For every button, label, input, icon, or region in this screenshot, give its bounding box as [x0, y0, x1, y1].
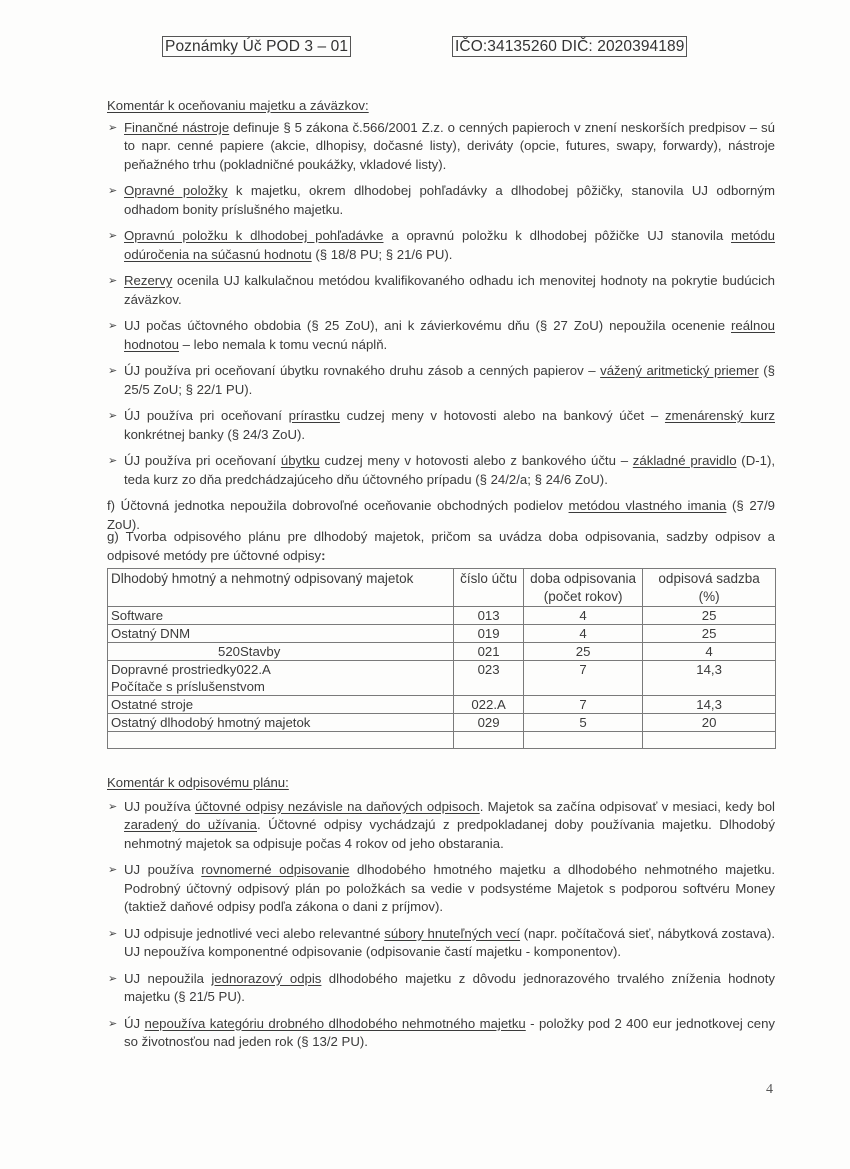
text-run: definuje § 5 zákona č.566/2001 Z.z. o cenných papieroch v znení neskorších predpisov – sú to napr. cenné papiere (akcie, dlhopisy, dočasné listy), deriváty (opcie, futures, swapy, forwardy), nástroje peňažného trhu (pokladničné poukážky, vkladové listy).: [124, 119, 775, 172]
cell-years: [524, 732, 643, 749]
cell-asset: Ostatný dlhodobý hmotný majetok: [108, 714, 454, 732]
bullet-item: [107, 119, 775, 175]
header-account: číslo účtu: [454, 569, 524, 607]
cell-years: 25: [524, 643, 643, 661]
depreciation-bullets: [107, 798, 775, 1052]
bullet-item: [107, 452, 775, 489]
valuation-section-title: Komentár k oceňovaniu majetku a záväzkov:: [107, 98, 369, 113]
bullet-item: [107, 317, 775, 354]
bullet-item: [107, 272, 775, 309]
cell-asset: Ostatný DNM: [108, 625, 454, 643]
depreciation-table: [107, 568, 776, 749]
underlined-term: Opravnú položku k dlhodobej pohľadávke: [124, 228, 384, 243]
cell-rate: 25: [643, 607, 776, 625]
table-row: [108, 625, 776, 643]
table-row: [108, 732, 776, 749]
valuation-section: [107, 97, 775, 534]
text-run: (napr. počítačová sieť, nábytková zostava). UJ nepoužíva komponentné odpisovanie (odpisovanie častí majetku - komponentov).: [124, 925, 775, 959]
underlined-term: metódu odúročenia na súčasnú hodnotu: [124, 228, 776, 262]
cell-years: 4: [524, 625, 643, 643]
bullet-item: [107, 861, 775, 917]
text-run: - položky pod 2 400 eur jednotkovej ceny so životnosťou nad jeden rok (§ 13/2 PU).: [124, 1015, 775, 1049]
arrowhead-right-icon: ➢: [108, 410, 118, 422]
text-run: – lebo nemala k tomu vecnú náplň.: [179, 336, 388, 352]
cell-asset: Ostatné stroje: [108, 696, 454, 714]
text-run: a opravnú položku k dlhodobej pôžičke UJ stanovila: [383, 228, 732, 243]
underlined-term: prírastku: [288, 408, 340, 423]
text-run: cudzej meny v hotovosti alebo na bankový účet –: [339, 408, 665, 423]
text-run: konkrétnej banky (§ 24/3 ZoU).: [124, 426, 306, 442]
arrowhead-right-icon: ➢: [108, 455, 118, 467]
underlined-term: úbytku: [280, 453, 320, 468]
underlined-term: účtovné odpisy nezávisle na daňových odpisoch: [194, 798, 480, 814]
text-run: (§ 25/5 ZoU; § 22/1 PU).: [124, 363, 775, 397]
cell-account: [454, 732, 524, 749]
text-run: UJ počas účtovného obdobia (§ 25 ZoU), ani k závierkovému dňu (§ 27 ZoU) nepoužila ocenenie: [124, 318, 731, 333]
cell-years: 7: [524, 661, 643, 696]
cell-rate: [643, 732, 776, 749]
arrowhead-right-icon: ➢: [108, 185, 118, 197]
cell-account: 023: [454, 661, 524, 696]
table-row: [108, 714, 776, 732]
cell-asset: Dopravné prostriedky022.A Počítače s príslušenstvom: [108, 661, 454, 696]
text-run: (§ 18/8 PU; § 21/6 PU).: [311, 246, 453, 262]
item-g-text: g) Tvorba odpisového plánu pre dlhodobý majetok, pričom sa uvádza doba odpisovania, sadzby odpisov a odpisové metódy pre účtovné odpisy: [107, 529, 775, 563]
table-row: [108, 661, 776, 696]
underlined-term: Finančné nástroje: [124, 119, 230, 135]
valuation-bullets: [107, 119, 775, 490]
cell-rate: 4: [643, 643, 776, 661]
cell-years: 7: [524, 696, 643, 714]
table-header-row: [108, 569, 776, 607]
underlined-term: nepoužíva kategóriu drobného dlhodobého nehmotného majetku: [144, 1015, 526, 1031]
text-run: . Majetok sa začína odpisovať v mesiaci, kedy bol: [479, 798, 775, 814]
text-run: dlhodobého hmotného majetku a dlhodobého nehmotného majetku. Podrobný účtovný odpisový plán po položkách sa vedie v podsystéme Majetok s podporou softvéru Money (taktiež daňové odpisy podľa zákona o dani z príjmov).: [124, 862, 775, 914]
underlined-term: zaradený do užívania: [124, 817, 257, 832]
bullet-item: [107, 227, 775, 264]
text-run: . Účtovné odpisy vychádzajú z predpokladanej doby používania majetku. Dlhodobý nehmotný majetok sa odpisuje počas 4 rokov od jeho obstarania.: [124, 817, 775, 851]
bullet-item: [107, 925, 775, 962]
text-run: cudzej meny v hotovosti alebo z bankového účtu –: [319, 453, 633, 468]
header-rate: odpisová sadzba (%): [643, 569, 776, 607]
underlined-term: Rezervy: [124, 273, 173, 288]
item-g-colon: :: [321, 547, 326, 563]
text-run: ÚJ používa pri oceňovaní úbytku rovnakého druhu zásob a cenných papierov –: [124, 363, 601, 378]
underlined-term: vážený aritmetický priemer: [600, 363, 759, 378]
text-run: UJ používa: [124, 798, 195, 814]
text-run: UJ používa: [124, 862, 202, 877]
table-row: [108, 696, 776, 714]
underlined-term: základné pravidlo: [632, 453, 737, 468]
depreciation-comments-title: Komentár k odpisovému plánu:: [107, 775, 289, 790]
cell-asset: [108, 732, 454, 749]
underlined-term: rovnomerné odpisovanie: [201, 862, 350, 877]
bullet-item: [107, 362, 775, 399]
arrowhead-right-icon: ➢: [108, 320, 118, 332]
arrowhead-right-icon: ➢: [108, 927, 118, 940]
depreciation-table-body: [108, 607, 776, 749]
text-run: k majetku, okrem dlhodobej pohľadávky a dlhodobej pôžičky, stanovila UJ odborným odhadom bonity príslušného majetku.: [124, 183, 775, 217]
cell-account: 022.A: [454, 696, 524, 714]
cell-years: 4: [524, 607, 643, 625]
text-run: UJ odpisuje jednotlivé veci alebo relevantné: [124, 925, 385, 941]
arrowhead-right-icon: ➢: [108, 864, 118, 876]
bullet-item: [107, 407, 775, 444]
company-id-box: IČO:34135260 DIČ: 2020394189: [452, 36, 687, 57]
table-row: [108, 607, 776, 625]
bullet-item: [107, 970, 775, 1007]
bullet-item: [107, 798, 775, 854]
arrowhead-right-icon: ➢: [108, 1017, 118, 1030]
underlined-term: zmenárenský kurz: [664, 408, 775, 423]
cell-rate: 25: [643, 625, 776, 643]
text-run: ÚJ používa pri oceňovaní: [124, 453, 281, 468]
underlined-term: reálnou hodnotou: [124, 318, 775, 352]
text-run: (D-1), teda kurz zo dňa predchádzajúceho dňu účtovného prípadu (§ 24/2/a; § 24/6 ZoU).: [124, 453, 776, 487]
document-code-box: Poznámky Úč POD 3 – 01: [162, 36, 351, 57]
cell-rate: 20: [643, 714, 776, 732]
arrowhead-right-icon: ➢: [108, 121, 118, 134]
header-years: doba odpisovania (počet rokov): [524, 569, 643, 607]
text-run: ÚJ používa pri oceňovaní: [124, 408, 289, 423]
underlined-term: súbory hnuteľných vecí: [384, 925, 521, 941]
cell-account: 029: [454, 714, 524, 732]
cell-account: 013: [454, 607, 524, 625]
underlined-term: metódou vlastného imania: [568, 498, 727, 513]
text-run: f) Účtovná jednotka nepoužila dobrovoľné oceňovanie obchodných podielov: [107, 498, 569, 513]
text-run: UJ nepoužila: [124, 970, 212, 986]
cell-asset: 520Stavby: [108, 643, 454, 661]
cell-years: 5: [524, 714, 643, 732]
text-run: (§ 27/9 ZoU).: [107, 498, 776, 532]
arrowhead-right-icon: ➢: [108, 800, 118, 813]
underlined-term: Opravné položky: [124, 183, 228, 198]
text-run: ocenila UJ kalkulačnou metódou kvalifikovaného odhadu ich menovitej hodnoty na pokrytie budúcich záväzkov.: [124, 273, 775, 307]
cell-rate: 14,3: [643, 661, 776, 696]
bullet-item: [107, 1015, 775, 1052]
page-number: 4: [766, 1082, 773, 1097]
underlined-term: jednorazový odpis: [211, 970, 322, 986]
cell-rate: 14,3: [643, 696, 776, 714]
depreciation-plan-section: [107, 528, 775, 749]
depreciation-comments-section: [107, 774, 775, 1060]
cell-asset: Software: [108, 607, 454, 625]
cell-account: 019: [454, 625, 524, 643]
table-row: [108, 643, 776, 661]
arrowhead-right-icon: ➢: [108, 230, 118, 242]
text-run: ÚJ: [124, 1015, 145, 1031]
item-g: [107, 528, 775, 565]
text-run: dlhodobého majetku z dôvodu jednorazového trvalého zníženia hodnoty majetku (§ 21/5 PU).: [124, 970, 776, 1004]
arrowhead-right-icon: ➢: [108, 972, 118, 985]
arrowhead-right-icon: ➢: [108, 365, 118, 377]
arrowhead-right-icon: ➢: [108, 275, 118, 287]
header-asset: Dlhodobý hmotný a nehmotný odpisovaný majetok: [108, 569, 454, 607]
bullet-item: [107, 182, 775, 219]
cell-account: 021: [454, 643, 524, 661]
